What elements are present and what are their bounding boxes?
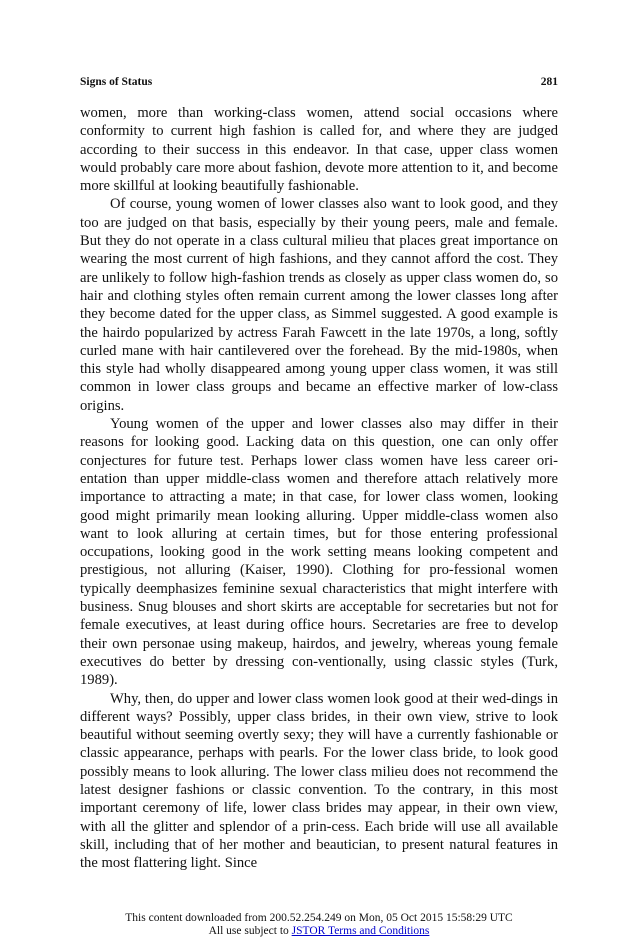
page-number: 281 [540,76,558,88]
body-text [80,104,558,872]
download-notice: This content downloaded from 200.52.254.249 on Mon, 05 Oct 2015 15:58:29 UTC [125,912,513,924]
terms-link[interactable]: JSTOR Terms and Conditions [291,925,430,937]
paragraph: women, more than working-class women, attend social occasions where conformity to current high fashion is called for, and where they are judged according to their success in this endeavor. In that case, upper class women would probably care more about fashion, devote more attention to it, and become more skillful at looking beautifully fashionable. [80,105,558,195]
terms-prefix: All use subject to [208,925,292,937]
section-title: Signs of Status [80,76,153,88]
download-footer [0,912,638,938]
running-head [80,76,558,88]
paragraph: Why, then, do upper and lower class women look good at their wed-dings in different ways? Possibly, upper class brides, in their own view, strive to look beautiful without seeming overtly sexy; they will have a currently fashionable or classic appearance, perhaps with pearls. For the lower class bride, to look good possibly means to look alluring. The lower class milieu does not recommend the latest designer fashions or classic convention. To the contrary, in this most important ceremony of life, lower class brides may appear, in their own view, with all the glitter and splendor of a prin-cess. Each bride will use all available skill, including that of her mother and beautician, to present natural features in the most flattering light. Since [80,690,558,872]
terms-line [0,925,638,938]
paragraph: Of course, young women of lower classes also want to look good, and they too are judged on that basis, especially by their young peers, male and female. But they do not operate in a class cultural milieu that places great importance on wearing the most current of high fashions, and they cannot afford the cost. They are unlikely to follow high-fashion trends as closely as upper class women do, so hair and clothing styles often remain current among the lower classes long after they become dated for the upper class, as Simmel suggested. A good example is the hairdo popularized by actress Farah Fawcett in the late 1970s, a long, softly curled mane with hair cantilevered over the forehead. By the mid-1980s, when this style had wholly disappeared among young upper class women, it was still common in lower class groups and became an effective marker of low-class origins. [80,196,558,414]
paragraph: Young women of the upper and lower classes also may differ in their reasons for looking good. Lacking data on this question, one can only offer conjectures for future test. Perhaps lower class women have less career ori-entation than upper middle-class women and therefore attach relatively more importance to attracting a mate; in that case, for lower class women, looking good might primarily mean looking alluring. Upper middle-class women also want to look alluring at certain times, but for those entering professional occupations, looking good in the work setting means looking competent and prestigious, not alluring (Kaiser, 1990). Clothing for pro-fessional women typically deemphasizes feminine sexual characteristics that might interfere with business. Snug blouses and short skirts are acceptable for secretaries but not for female executives, at least during office hours. Secretaries are free to develop their own personae using makeup, hairdos, and jewelry, whereas young female executives do better by dressing con-ventionally, using classic styles (Turk, 1989). [80,416,558,689]
